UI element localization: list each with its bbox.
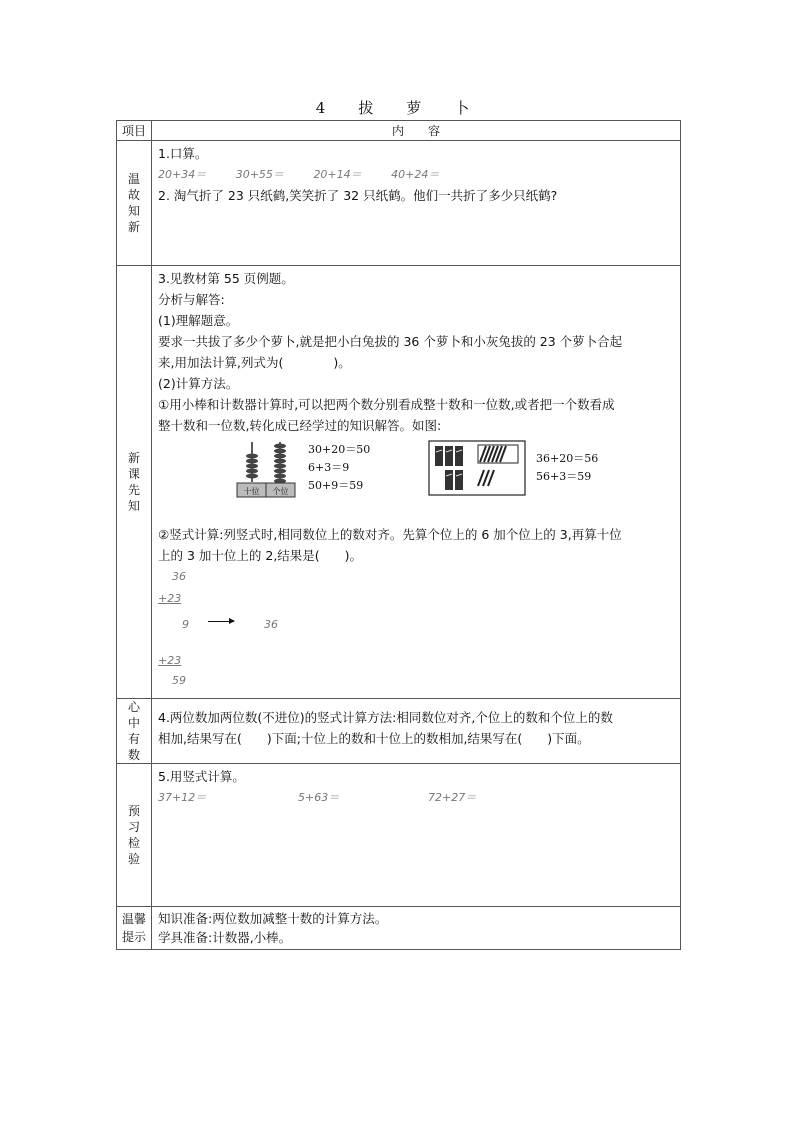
mind-l2: 相加,结果写在( )下面;十位上的数和十位上的数相加,结果写在( )下面。 <box>158 731 590 746</box>
abacus-equations <box>308 441 370 495</box>
abacus-icon <box>236 440 296 498</box>
label-tips: 温馨 提示 <box>117 907 152 950</box>
new-l8: 整十数和一位数,转化成已经学过的知识解答。如图: <box>158 418 442 433</box>
vc-plus2: +23 <box>158 654 182 667</box>
preview-l1: 5.用竖式计算。 <box>158 769 245 784</box>
section-new <box>117 266 681 699</box>
new-l7: ①用小棒和计数器计算时,可以把两个数分别看成整十数和一位数,或者把一个数看成 <box>158 397 615 412</box>
review-q1: 1.口算。 <box>158 146 208 161</box>
equation: 20+14＝ <box>313 168 362 181</box>
new-l4: 要求一共拔了多少个萝卜,就是把小白兔拔的 36 个萝卜和小灰兔拔的 23 个萝卜合起 <box>158 334 623 349</box>
section-preview <box>117 764 681 907</box>
label-mind: 心 中 有 数 <box>117 699 152 764</box>
label-preview: 预 习 检 验 <box>117 764 152 907</box>
sticks-icon <box>428 440 526 496</box>
new-l10: 上的 3 加十位上的 2,结果是( )。 <box>158 548 363 563</box>
preview-equations <box>158 787 676 807</box>
vc-plus1: +23 <box>158 592 182 605</box>
equation: 40+24＝ <box>391 168 440 181</box>
review-q2: 2. 淘气折了 23 只纸鹤,笑笑折了 32 只纸鹤。他们一共折了多少只纸鹤? <box>158 188 558 203</box>
new-l2: 分析与解答: <box>158 292 225 307</box>
equation: 30+55＝ <box>235 168 284 181</box>
vc-top: 36 <box>172 570 186 583</box>
content-tips <box>152 907 681 950</box>
equation: 37+12＝ <box>158 791 207 804</box>
content-review <box>152 141 681 266</box>
abacus-eq: 30+20＝50 <box>308 443 371 456</box>
abacus-label-tens: 十位 <box>243 487 260 496</box>
new-l6: (2)计算方法。 <box>158 376 239 391</box>
tips-l1: 知识准备:两位数加减整十数的计算方法。 <box>158 911 388 926</box>
content-new <box>152 266 681 699</box>
method-figure <box>158 436 676 524</box>
content-preview <box>152 764 681 907</box>
vertical-calculation <box>158 566 676 696</box>
section-review <box>117 141 681 266</box>
header-content: 内 容 <box>152 121 681 141</box>
review-equations <box>158 164 676 185</box>
new-l5: 来,用加法计算,列式为( )。 <box>158 355 351 370</box>
equation: 5+63＝ <box>298 791 340 804</box>
new-l3: (1)理解题意。 <box>158 313 239 328</box>
header-item: 项目 <box>117 121 152 141</box>
stick-eq: 56+3＝59 <box>536 470 592 483</box>
arrow-icon <box>208 621 234 622</box>
section-tips <box>117 907 681 950</box>
stick-eq: 36+20＝56 <box>536 452 599 465</box>
abacus-label-ones: 个位 <box>272 487 289 496</box>
lesson-table <box>116 120 681 950</box>
abacus-eq: 50+9＝59 <box>308 479 364 492</box>
new-l1: 3.见教材第 55 页例题。 <box>158 271 294 286</box>
table-header <box>117 121 681 141</box>
tips-l2: 学具准备:计数器,小棒。 <box>158 930 292 945</box>
vc-result: 59 <box>172 674 186 687</box>
abacus-eq: 6+3＝9 <box>308 461 350 474</box>
mind-l1: 4.两位数加两位数(不进位)的竖式计算方法:相同数位对齐,个位上的数和个位上的数 <box>158 710 613 725</box>
vc-partial: 9 <box>182 618 189 631</box>
stick-equations <box>536 450 598 486</box>
equation: 72+27＝ <box>428 791 477 804</box>
page-title: 4 拔 萝 卜 <box>315 99 479 117</box>
content-mind <box>152 699 681 764</box>
new-l9: ②竖式计算:列竖式时,相同数位上的数对齐。先算个位上的 6 加个位上的 3,再算十位 <box>158 527 622 542</box>
equation: 20+34＝ <box>158 168 207 181</box>
label-new: 新 课 先 知 <box>117 266 152 699</box>
section-mind <box>117 699 681 764</box>
label-review: 温 故 知 新 <box>117 141 152 266</box>
vc-right: 36 <box>264 618 278 631</box>
